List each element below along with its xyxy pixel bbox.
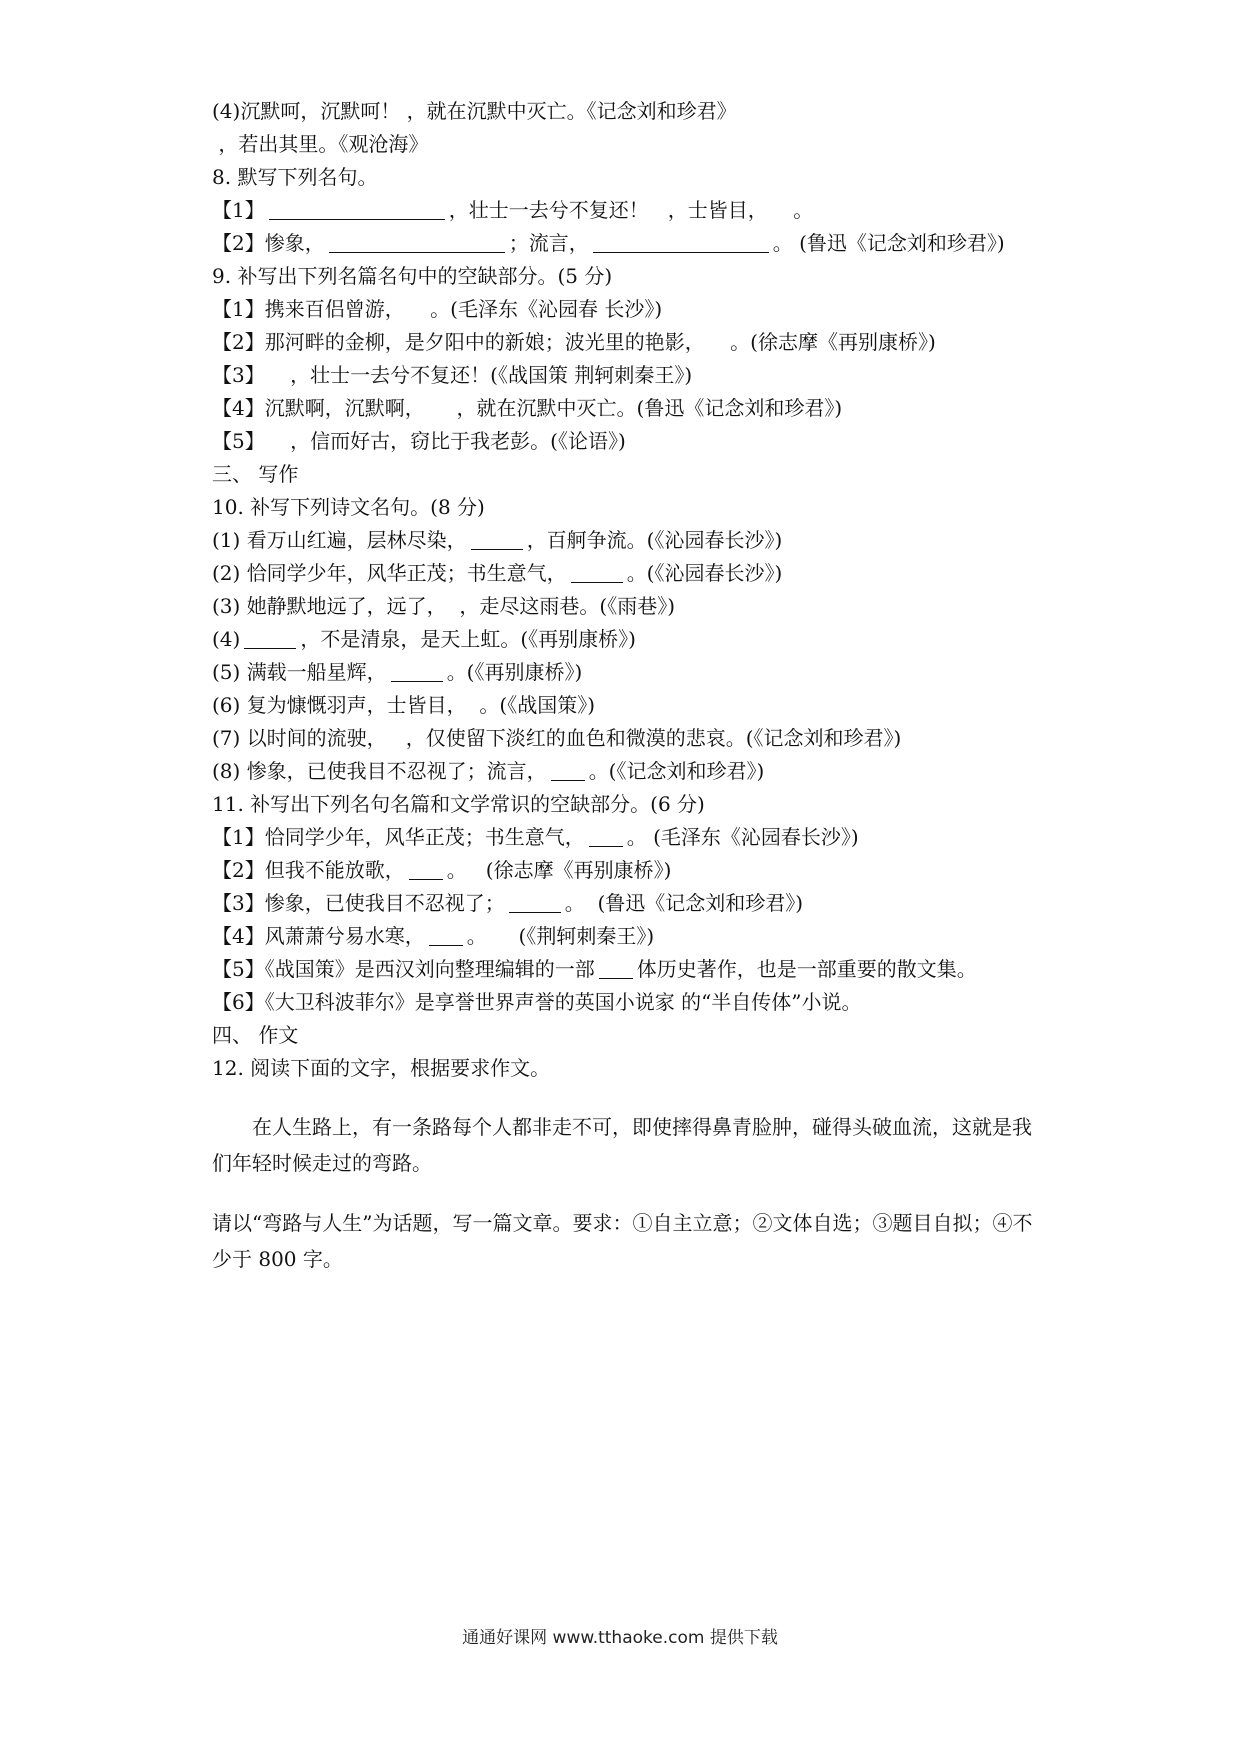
q11-item-4 — [212, 920, 1042, 953]
answer-blank — [509, 892, 561, 913]
q10-2-rest: 。(《沁园春长沙》) — [626, 561, 783, 585]
q11-4-prefix: 【4】风萧萧兮易水寒， — [212, 924, 425, 948]
q11-item-1 — [212, 821, 1042, 854]
q10-item-8 — [212, 755, 1042, 788]
q11-4-rest: 。 (《荆轲刺秦王》) — [466, 924, 655, 948]
line-q7-5: ，若出其里。《观沧海》 — [212, 132, 429, 156]
q8-1-prefix: 【1】 — [212, 198, 265, 222]
q11-item-2 — [212, 854, 1042, 887]
q10-item-3: (3) 她静默地远了，远了， ，走尽这雨巷。(《雨巷》) — [212, 594, 676, 618]
answer-blank — [571, 562, 623, 583]
q8-item-1 — [212, 194, 1042, 227]
answer-blank — [551, 760, 585, 781]
essay-requirement: 请以“弯路与人生”为话题，写一篇文章。要求：①自主立意；②文体自选；③题目自拟；④不少于 800 字。 — [212, 1211, 1033, 1271]
q10-8-prefix: (8) 惨象，已使我目不忍视了；流言， — [212, 759, 547, 783]
q10-item-1 — [212, 524, 1042, 557]
q10-title: 10. 补写下列诗文名句。(8 分) — [212, 495, 485, 519]
q8-2-rest: 。 (鲁迅《记念刘和珍君》) — [772, 231, 1005, 255]
page-footer: 通通好课网 www.tthaoke.com 提供下载 — [462, 1628, 778, 1648]
spacer — [212, 1181, 1042, 1205]
q11-item-3 — [212, 887, 1042, 920]
q11-3-prefix: 【3】惨象，已使我目不忍视了； — [212, 891, 505, 915]
q8-item-2 — [212, 227, 1042, 260]
q10-4-rest: ，不是清泉，是天上虹。(《再别康桥》) — [300, 627, 636, 651]
answer-blank — [593, 232, 769, 253]
answer-blank — [391, 661, 443, 682]
exam-content — [212, 95, 1042, 1277]
answer-blank — [244, 628, 296, 649]
answer-blank — [329, 232, 505, 253]
answer-blank — [589, 826, 623, 847]
q9-item-3: 【3】 ，壮士一去兮不复还！(《战国策 荆轲刺秦王》) — [212, 363, 693, 387]
q11-item-5 — [212, 953, 1042, 986]
q10-8-rest: 。(《记念刘和珍君》) — [588, 759, 765, 783]
answer-blank — [471, 529, 523, 550]
q11-5-rest: 体历史著作，也是一部重要的散文集。 — [636, 957, 977, 981]
q12-title: 12. 阅读下面的文字，根据要求作文。 — [212, 1056, 551, 1080]
answer-blank — [269, 199, 445, 220]
q10-item-2 — [212, 557, 1042, 590]
q11-1-rest: 。 (毛泽东《沁园春长沙》) — [626, 825, 859, 849]
q8-1-rest: ，壮士一去兮不复还！ ，士皆目， 。 — [448, 198, 814, 222]
q9-item-1: 【1】携来百侣曾游， 。(毛泽东《沁园春 长沙》) — [212, 297, 663, 321]
q10-1-prefix: (1) 看万山红遍，层林尽染， — [212, 528, 467, 552]
q10-5-rest: 。(《再别康桥》) — [446, 660, 583, 684]
q11-5-prefix: 【5】《战国策》是西汉刘向整理编辑的一部 — [212, 957, 595, 981]
q10-item-7: (7) 以时间的流驶， ，仅使留下淡红的血色和微漠的悲哀。(《记念刘和珍君》) — [212, 726, 902, 750]
q10-1-rest: ，百舸争流。(《沁园春长沙》) — [526, 528, 783, 552]
q11-2-prefix: 【2】但我不能放歌， — [212, 858, 405, 882]
q8-title: 8. 默写下列名句。 — [212, 165, 378, 189]
q9-item-4: 【4】沉默啊，沉默啊， ，就在沉默中灭亡。(鲁迅《记念刘和珍君》) — [212, 396, 843, 420]
section-4-heading: 四、 作文 — [212, 1023, 299, 1047]
q11-1-prefix: 【1】恰同学少年，风华正茂；书生意气， — [212, 825, 585, 849]
q10-2-prefix: (2) 恰同学少年，风华正茂；书生意气， — [212, 561, 567, 585]
q11-title: 11. 补写出下列名句名篇和文学常识的空缺部分。(6 分) — [212, 792, 705, 816]
q8-2-prefix: 【2】惨象， — [212, 231, 325, 255]
q10-item-4 — [212, 623, 1042, 656]
q10-4-prefix: (4) — [212, 627, 241, 651]
spacer — [212, 1085, 1042, 1109]
section-3-heading: 三、 写作 — [212, 462, 299, 486]
q11-3-rest: 。 (鲁迅《记念刘和珍君》) — [564, 891, 804, 915]
q9-title: 9. 补写出下列名篇名句中的空缺部分。(5 分) — [212, 264, 613, 288]
q9-item-5: 【5】 ，信而好古，窃比于我老彭。(《论语》) — [212, 429, 626, 453]
q8-2-mid: ；流言， — [508, 231, 589, 255]
essay-passage: 在人生路上，有一条路每个人都非走不可，即使摔得鼻青脸肿，碰得头破血流，这就是我们年轻时候走过的弯路。 — [212, 1115, 1032, 1175]
answer-blank — [429, 925, 463, 946]
q11-item-6: 【6】《大卫科波菲尔》是享誉世界声誉的英国小说家 的“半自传体”小说。 — [212, 990, 862, 1014]
answer-blank — [409, 859, 443, 880]
answer-blank — [599, 958, 633, 979]
q10-item-6: (6) 复为慷慨羽声，士皆目， 。(《战国策》) — [212, 693, 596, 717]
q9-item-2: 【2】那河畔的金柳，是夕阳中的新娘；波光里的艳影， 。(徐志摩《再别康桥》) — [212, 330, 936, 354]
q10-item-5 — [212, 656, 1042, 689]
q10-5-prefix: (5) 满载一船星辉， — [212, 660, 387, 684]
q11-2-rest: 。 (徐志摩《再别康桥》) — [446, 858, 672, 882]
line-q7-4: (4)沉默呵，沉默呵！ ，就在沉默中灭亡。《记念刘和珍君》 — [212, 99, 737, 123]
